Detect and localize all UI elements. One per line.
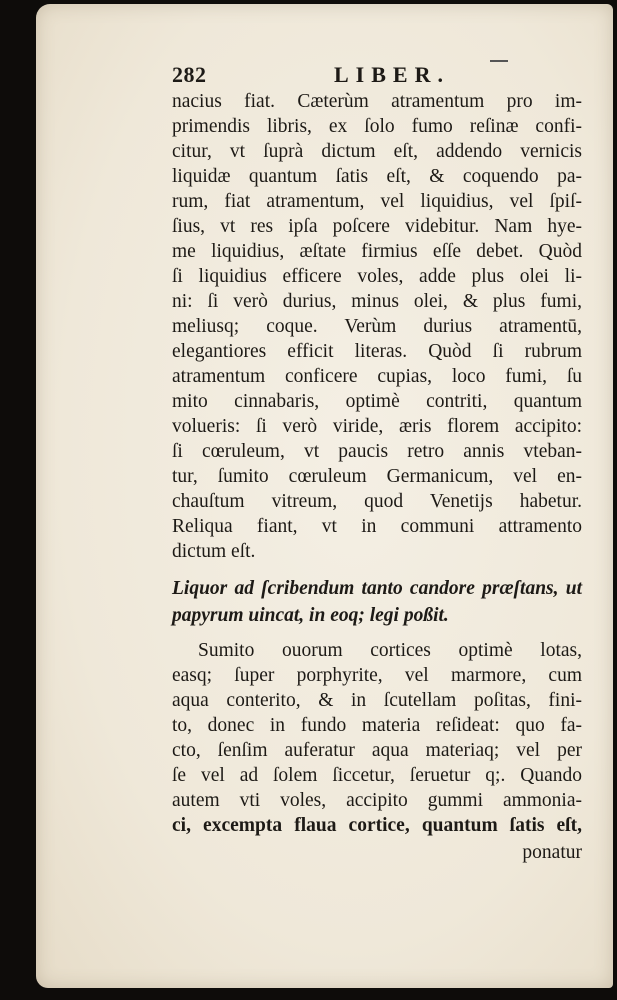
text-line: tur, ſumito cœruleum Germanicum, vel en-: [172, 466, 582, 487]
text-line: autem vti voles, accipito gummi ammonia-: [172, 790, 582, 811]
text-line: dictum eſt.: [172, 541, 256, 562]
text-line: me liquidius, æſtate firmius eſſe debet. Quòd: [172, 241, 582, 262]
section-heading-line: papyrum uincat, in eoq; legi poßit.: [172, 605, 449, 626]
text-line: rum, fiat atramentum, vel liquidius, vel ſpiſ-: [172, 191, 582, 212]
text-line: ci, excempta flaua cortice, quantum ſatis eſt,: [172, 815, 582, 836]
ornament-dash: [490, 60, 508, 62]
text-line: nacius fiat. Cæterùm atramentum pro im-: [172, 91, 582, 112]
text-line: ſi liquidius efficere voles, adde plus olei li-: [172, 266, 582, 287]
text-line: atramentum conficere cupias, loco fumi, ſu: [172, 366, 582, 387]
text-line: mito cinnabaris, optimè contriti, quantum: [172, 391, 582, 412]
text-line: aqua conterito, & in ſcutellam poſitas, fini-: [172, 690, 582, 711]
text-line: ſius, vt res ipſa poſcere videbitur. Nam hye-: [172, 216, 582, 237]
text-line: volueris: ſi verò viride, æris florem accipito:: [172, 416, 582, 437]
text-line: ſe vel ad ſolem ſiccetur, ſeruetur q;. Quando: [172, 765, 582, 786]
text-line: elegantiores efficit literas. Quòd ſi rubrum: [172, 341, 582, 362]
section-heading-line: Liquor ad ſcribendum tanto candore præſtans, ut: [172, 578, 582, 599]
text-line: citur, vt ſuprà dictum eſt, addendo vernicis: [172, 141, 582, 162]
text-line: cto, ſenſim auferatur aqua materiaq; vel per: [172, 740, 582, 761]
text-line: liquidæ quantum ſatis eſt, & coquendo pa-: [172, 166, 582, 187]
page-number: 282: [172, 62, 207, 87]
text-line: easq; ſuper porphyrite, vel marmore, cum: [172, 665, 582, 686]
text-line: chauſtum vitreum, quod Venetijs habetur.: [172, 491, 582, 512]
text-line: to, donec in fundo materia reſideat: quo fa-: [172, 715, 582, 736]
text-line: Reliqua fiant, vt in communi attramento: [172, 516, 582, 537]
text-line: ni: ſi verò durius, minus olei, & plus fumi,: [172, 291, 582, 312]
text-line: ſi cœruleum, vt paucis retro annis vteban-: [172, 441, 582, 462]
catchword: ponatur: [522, 842, 582, 863]
running-title: LIBER.: [334, 62, 450, 87]
running-head: [172, 62, 582, 90]
text-line: primendis libris, ex ſolo fumo reſinæ confi-: [172, 116, 582, 137]
text-line: meliusq; coque. Verùm durius atramentū,: [172, 316, 582, 337]
text-line: Sumito ouorum cortices optimè lotas,: [198, 640, 582, 661]
